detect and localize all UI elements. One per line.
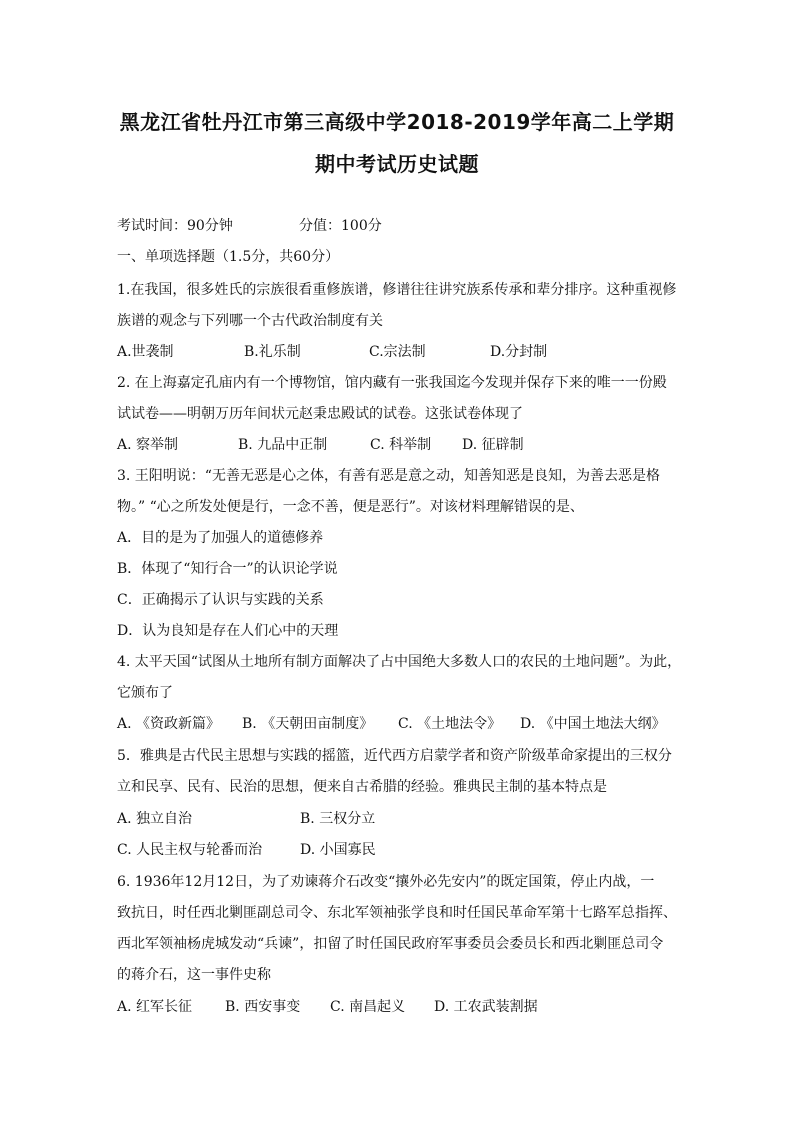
question-3-option-a: A．目的是为了加强人的道德修养 <box>117 530 324 546</box>
document-title-line-2: 期中考试历史试题 <box>315 152 479 176</box>
question-6-line-3: 西北军领袖杨虎城发动“兵谏”，扣留了时任国民政府军事委员会委员长和西北剿匪总司令 <box>117 936 664 952</box>
question-1-line-2: 族谱的观念与下列哪一个古代政治制度有关 <box>117 313 383 329</box>
option-d: D. 小国寡民 <box>300 842 376 858</box>
question-1-line-1: 1.在我国，很多姓氏的宗族很看重修族谱，修谱往往讲究族系传承和辈分排序。这种重视修 <box>117 282 677 298</box>
option-c: C. 《土地法令》 <box>398 716 502 732</box>
exam-time: 考试时间：90分钟 <box>117 218 233 234</box>
option-c: C. 南昌起义 <box>330 999 406 1015</box>
option-d: D. 《中国土地法大纲》 <box>520 716 666 732</box>
question-4-line-1: 4. 太平天国“试图从土地所有制方面解决了占中国绝大多数人口的农民的土地问题”。为此， <box>117 654 682 670</box>
section-heading: 一、单项选择题（1.5分，共60分） <box>117 249 340 265</box>
question-3-option-b: B．体现了“知行合一”的认识论学说 <box>117 561 338 577</box>
question-3-line-1: 3. 王阳明说：“无善无恶是心之体，有善有恶是意之动，知善知恶是良知，为善去恶是格 <box>117 468 660 484</box>
question-2-line-2: 试试卷——明朝万历年间状元赵秉忠殿试的试卷。这张试卷体现了 <box>117 406 523 422</box>
question-3-line-2: 物。” “心之所发处便是行，一念不善，便是恶行”。对该材料理解错误的是、 <box>117 499 584 515</box>
option-d: D. 征辟制 <box>462 437 524 453</box>
question-4-line-2: 它颁布了 <box>117 685 173 701</box>
option-c: C. 人民主权与轮番而治 <box>117 842 263 858</box>
question-6-line-2: 致抗日，时任西北剿匪副总司令、东北军领袖张学良和时任国民革命军第十七路军总指挥、 <box>117 905 677 921</box>
question-6-line-1: 6. 1936年12月12日，为了劝谏蒋介石改变“攘外必先安内”的既定国策，停止内战，一 <box>117 874 655 890</box>
option-b: B.礼乐制 <box>244 344 301 360</box>
question-3-option-d: D．认为良知是存在人们心中的天理 <box>117 623 339 639</box>
question-5-line-2: 立和民享、民有、民治的思想，便来自古希腊的经验。雅典民主制的基本特点是 <box>117 779 607 795</box>
question-6-line-4: 的蒋介石，这一事件史称 <box>117 967 271 983</box>
option-a: A. 独立自治 <box>117 811 193 827</box>
question-3-option-c: C．正确揭示了认识与实践的关系 <box>117 592 324 608</box>
option-b: B. 西安事变 <box>225 999 301 1015</box>
option-a: A. 《资政新篇》 <box>117 716 221 732</box>
option-a: A.世袭制 <box>117 344 174 360</box>
option-b: B. 九品中正制 <box>238 437 328 453</box>
option-c: C. 科举制 <box>370 437 432 453</box>
option-a: A. 察举制 <box>117 437 179 453</box>
option-b: B. 三权分立 <box>300 811 376 827</box>
option-c: C.宗法制 <box>369 344 426 360</box>
option-b: B. 《天朝田亩制度》 <box>242 716 374 732</box>
option-d: D. 工农武装割据 <box>434 999 538 1015</box>
question-2-line-1: 2. 在上海嘉定孔庙内有一个博物馆，馆内藏有一张我国迄今发现并保存下来的唯一一份殿 <box>117 375 667 391</box>
document-title-line-1: 黑龙江省牡丹江市第三高级中学2018-2019学年高二上学期 <box>119 110 675 134</box>
option-d: D.分封制 <box>490 344 548 360</box>
option-a: A. 红军长征 <box>117 999 193 1015</box>
exam-score: 分值：100分 <box>299 218 382 234</box>
question-5-line-1: 5．雅典是古代民主思想与实践的摇篮，近代西方启蒙学者和资产阶级革命家提出的三权分 <box>117 748 672 764</box>
